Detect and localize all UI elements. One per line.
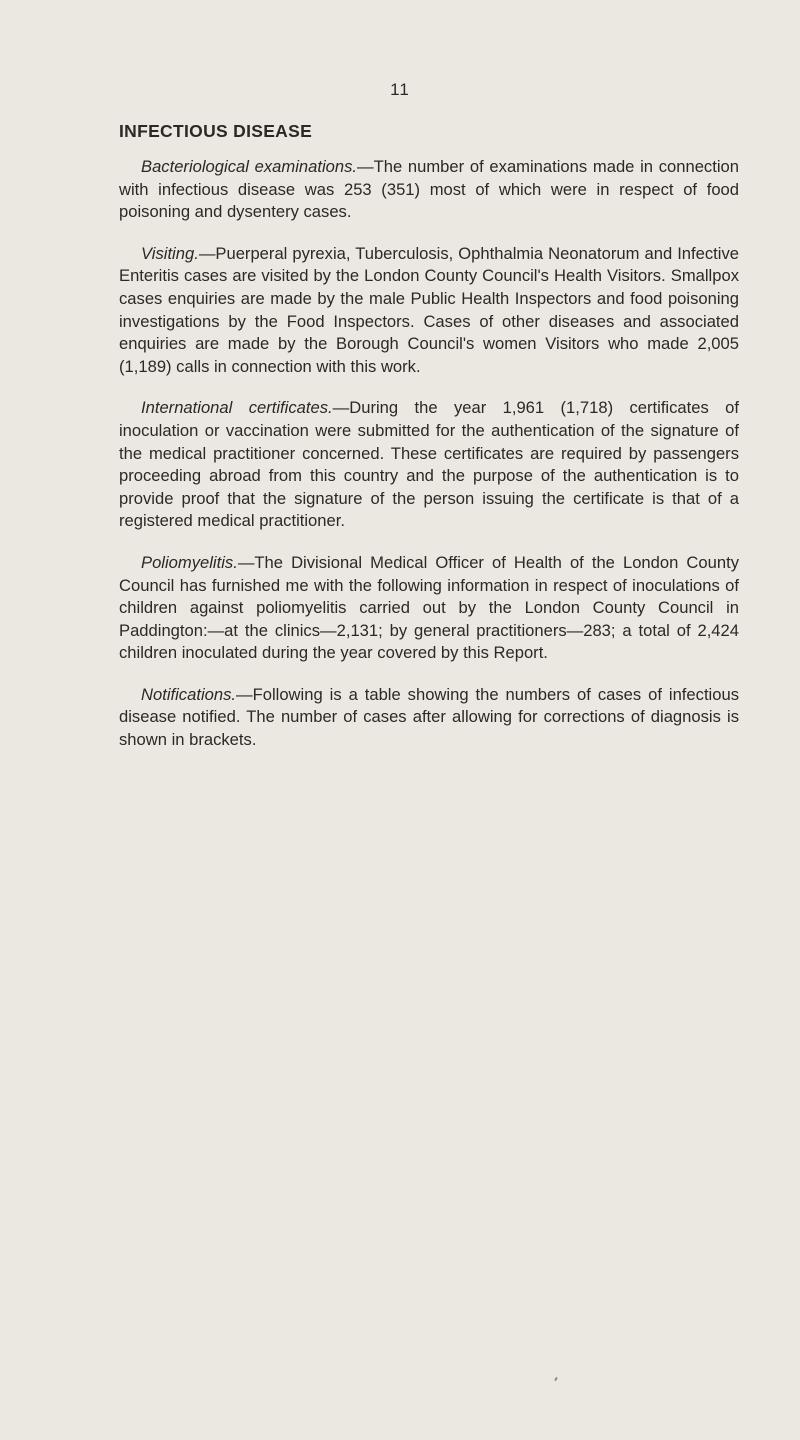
paragraph-text: —During the year 1,961 (1,718) certificates of inoculation or vaccination were submitted for the authentication of the signature of the medical practitioner concerned. These certificates are required by passengers proceeding abroad from this country and the purpose of the authentication is to provide proof that the signature of the person issuing the certificate is that of a registered medical practitioner. [119,398,740,531]
paper-speck [554,1377,558,1381]
paragraph-notifications [119,684,739,752]
page-body [119,120,739,771]
page-number: 11 [390,80,410,99]
paragraph-international-certificates [119,397,739,533]
paragraph-lead: International certificates. [141,398,333,418]
paragraph-bacteriological [119,156,739,224]
paragraph-text: —Puerperal pyrexia, Tuberculosis, Ophthalmia Neonatorum and Infective Enteritis cases are visited by the London County Council's Health Visitors. Smallpox cases enquiries are made by the male Public Health Inspectors and food poisoning investigations by the Food Inspectors. Cases of other diseases and associated enquiries are made by the Borough Council's women Visitors who made 2,005 (1,189) calls in connection with this work. [119,243,739,376]
section-title: INFECTIOUS DISEASE [119,121,313,141]
paragraph-visiting [119,243,739,379]
paragraph-text: —The Divisional Medical Officer of Health of the London County Council has furnished me with the following information in respect of inoculations of children against poliomyelitis carried out by the London County Council in Paddington:—at the clinics—2,131; by general practitioners—283; a total of 2,424 children inoculated during the year covered by this Report. [119,552,739,663]
paragraph-poliomyelitis [119,552,739,665]
paragraph-text: —Following is a table showing the numbers of cases of infectious disease notified. The number of cases after allowing for corrections of diagnosis is shown in brackets. [119,684,739,750]
paragraph-lead: Notifications. [141,684,236,704]
paragraph-text: —The number of examinations made in connection with infectious disease was 253 (351) most of which were in respect of food poisoning and dysentery cases. [119,157,739,222]
paragraph-lead: Visiting. [141,243,199,263]
paragraph-lead: Poliomyelitis. [141,552,238,572]
paragraph-lead: Bacteriological examinations. [141,157,358,176]
